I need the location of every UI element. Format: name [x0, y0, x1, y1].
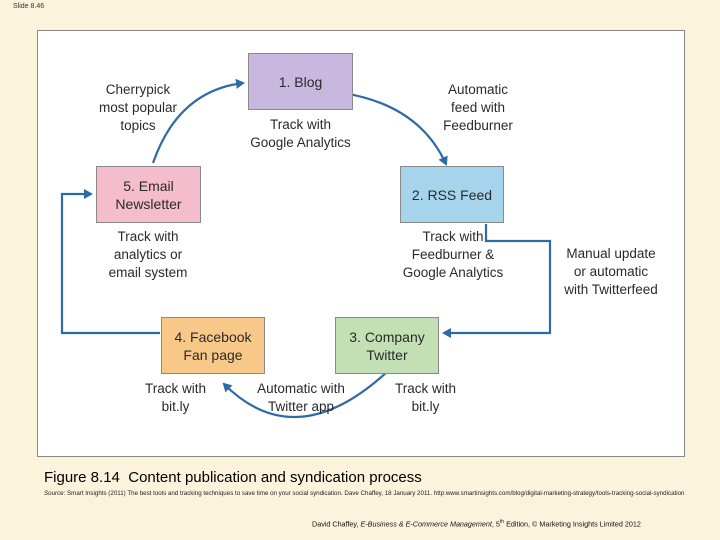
- note-track-twitter: Track with bit.ly: [394, 381, 456, 414]
- figure-number: Figure 8.14: [44, 469, 120, 486]
- note-track-facebook: Track with bit.ly: [144, 381, 206, 414]
- note-auto-twitter: Automatic with Twitter app: [257, 381, 345, 414]
- slide-number: Slide 8.46: [13, 3, 45, 10]
- footer-author: David Chaffey,: [312, 519, 361, 529]
- note-auto-feed: Automatic feed with Feedburner: [443, 82, 513, 133]
- footer-rest: Edition, © Marketing Insights Limited 2012: [504, 519, 641, 529]
- figure-title: Content publication and syndication process: [128, 469, 422, 486]
- footer-edition-sup: th: [499, 519, 505, 525]
- note-track-email: Track with analytics or email system: [108, 229, 188, 280]
- figure-caption: [44, 469, 422, 486]
- footer-citation: [312, 519, 641, 528]
- note-track-blog: Track with Google Analytics: [250, 117, 351, 150]
- note-track-rss: Track with Feedburner & Google Analytics: [402, 229, 504, 280]
- facebook-fan-page-box: 4. Facebook Fan page: [161, 317, 265, 374]
- footer-edition: , 5: [491, 519, 500, 529]
- rss-feed-box: 2. RSS Feed: [400, 166, 504, 223]
- email-newsletter-box: 5. Email Newsletter: [96, 166, 201, 223]
- source-label: Source: [44, 490, 64, 497]
- company-twitter-box: 3. Company Twitter: [335, 317, 439, 374]
- footer-book-title: E-Business & E-Commerce Management: [360, 519, 492, 529]
- figure-panel: [37, 30, 685, 457]
- source-note: [44, 489, 694, 498]
- blog-box: 1. Blog: [248, 53, 353, 110]
- note-manual-update: Manual update or automatic with Twitterfeed: [564, 246, 658, 297]
- note-cherrypick: Cherrypick most popular topics: [98, 82, 178, 133]
- source-text: : Smart Insights (2011) The best tools and tracking techniques to save time on your social syndication. Dave Chaffey, 18 January 2011. http:www.smartinsights.com/blog/digital-marketing-strategy/tools-tracking-social-syndication: [63, 490, 685, 497]
